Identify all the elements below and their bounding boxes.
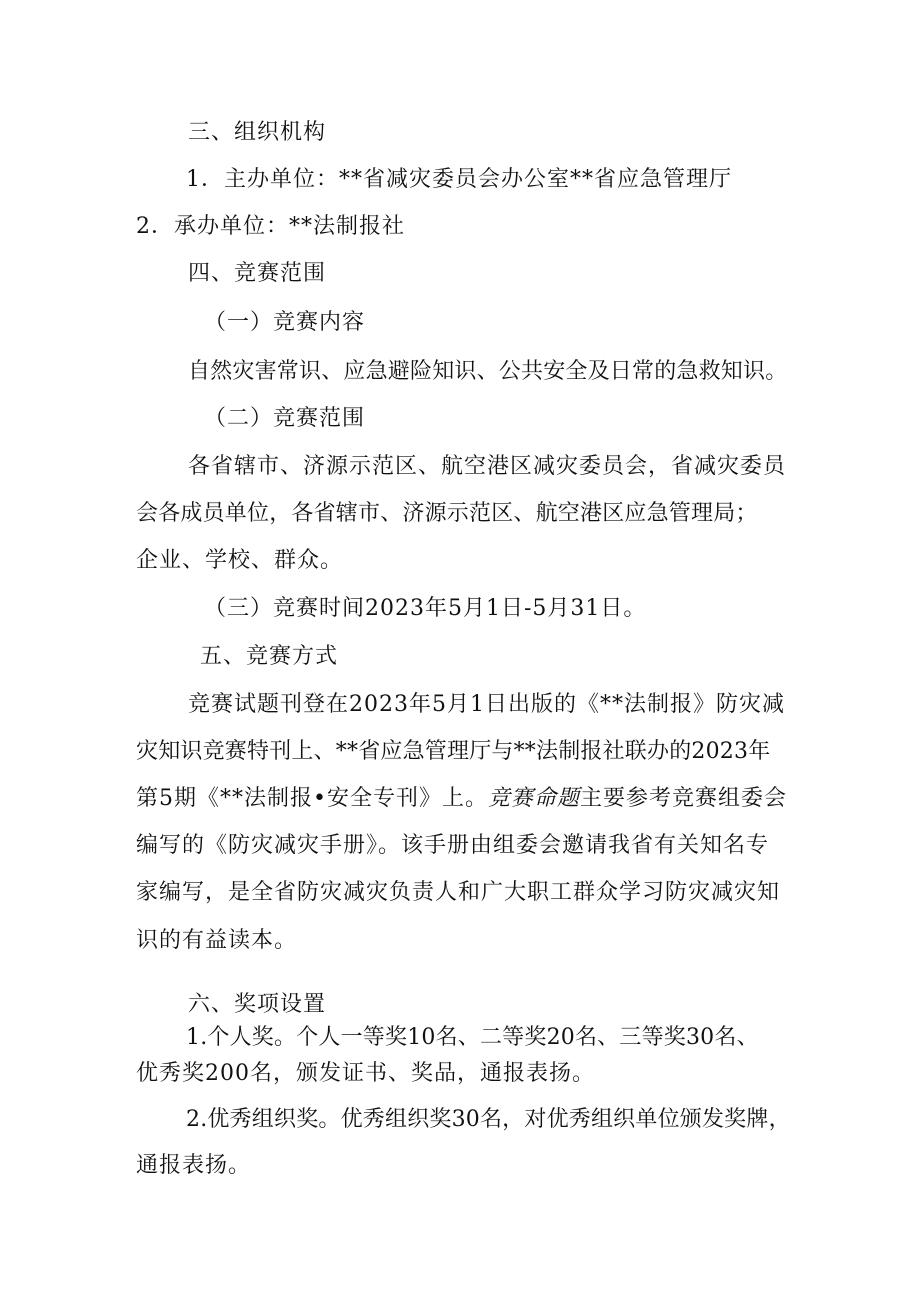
section-4-sub-1-heading: （一）竞赛内容 xyxy=(204,310,366,335)
section-3-item-1: 1．主办单位：**省减灾委员会办公室**省应急管理厅 xyxy=(186,167,732,192)
section-5-line-1: 竞赛试题刊登在2023年5月1日出版的《**法制报》防灾减 xyxy=(188,692,785,717)
section-4-sub-2-line-1: 各省辖市、济源示范区、航空港区减灾委员会，省减灾委员 xyxy=(188,454,787,479)
section-5-line-3-part-c: 主要参考竞赛组委会 xyxy=(580,786,788,811)
section-4-heading: 四、竞赛范围 xyxy=(188,261,327,286)
section-6-item-1-line-1: 1.个人奖。个人一等奖10名、二等奖20名、三等奖30名、 xyxy=(186,1025,759,1050)
section-5-line-4: 编写的《防灾减灾手册》。该手册由组委会邀请我省有关知名专 xyxy=(136,833,770,858)
section-3-item-2: 2．承办单位：**法制报社 xyxy=(136,214,405,239)
section-5-line-2: 灾知识竞赛特刊上、**省应急管理厅与**法制报社联办的2023年 xyxy=(136,739,771,764)
section-6-item-2-line-1: 2.优秀组织奖。优秀组织奖30名，对优秀组织单位颁发奖牌， xyxy=(186,1107,791,1132)
section-5-line-6: 识的有益读本。 xyxy=(136,928,298,953)
section-4-sub-3: （三）竞赛时间2023年5月1日-5月31日。 xyxy=(204,596,647,621)
section-3-heading: 三、组织机构 xyxy=(188,120,327,145)
section-5-line-5: 家编写，是全省防灾减灾负责人和广大职工群众学习防灾减灾知 xyxy=(136,880,781,905)
section-6-heading: 六、奖项设置 xyxy=(188,992,327,1017)
section-4-sub-2-line-2: 会各成员单位，各省辖市、济源示范区、航空港区应急管理局； xyxy=(136,501,758,526)
section-4-sub-2-heading: （二）竞赛范围 xyxy=(204,406,366,431)
section-5-heading: 五、竞赛方式 xyxy=(200,644,339,669)
section-5-line-3 xyxy=(136,784,787,814)
section-4-sub-2-line-3: 企业、学校、群众。 xyxy=(136,548,344,573)
section-5-line-3-part-a: 第5期《**法制报•安全专刊》上。 xyxy=(136,786,488,811)
section-5-line-3-emphasis: 竞赛命题 xyxy=(487,786,580,811)
section-6-item-2-line-2: 通报表扬。 xyxy=(136,1153,252,1178)
section-6-item-1-line-2: 优秀奖200名，颁发证书、奖品，通报表扬。 xyxy=(136,1061,595,1086)
section-4-sub-1-text: 自然灾害常识、应急避险知识、公共安全及日常的急救知识。 xyxy=(188,359,788,384)
